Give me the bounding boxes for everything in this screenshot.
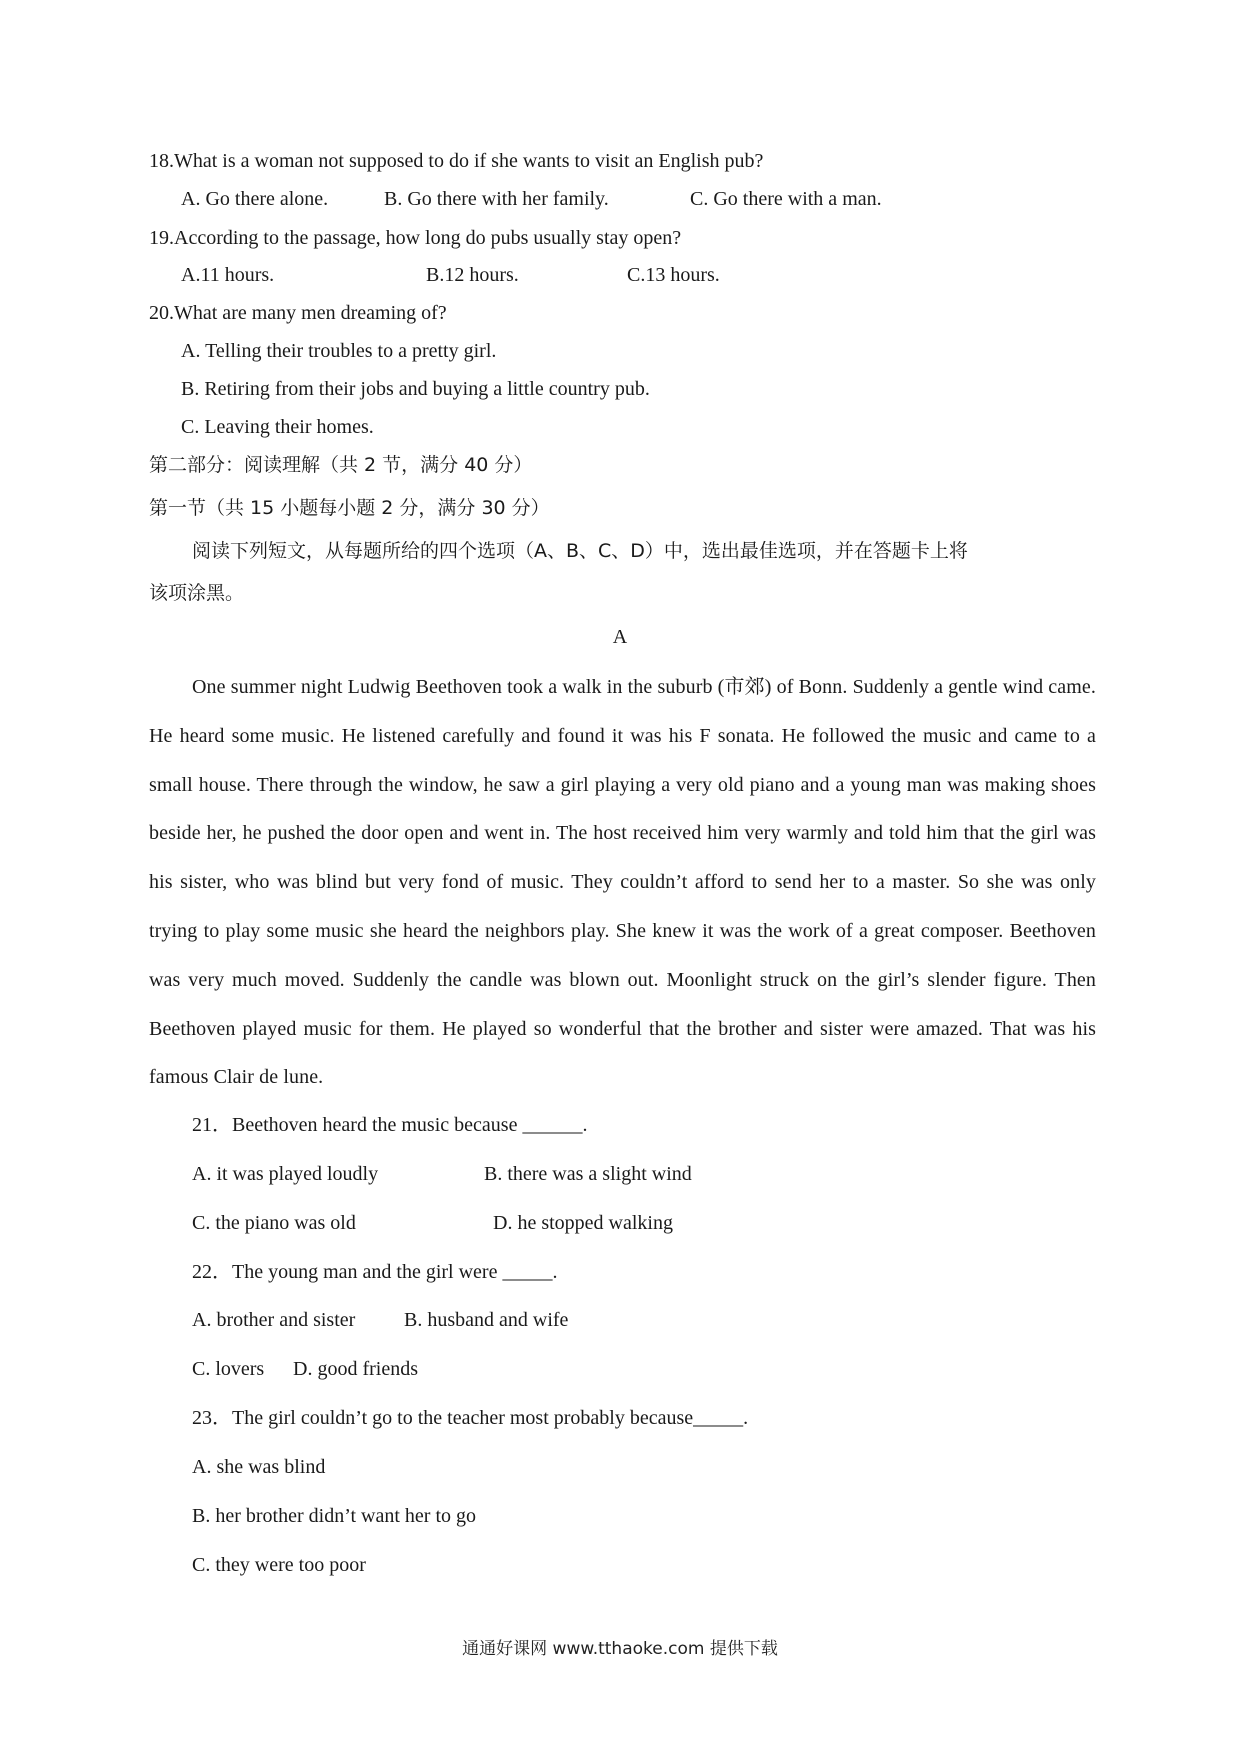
q19-option-b: B.12 hours. (426, 264, 519, 286)
q19-option-a: A.11 hours. (181, 264, 275, 286)
q22-option-b: B. husband and wife (404, 1309, 569, 1331)
q23-option-b: B. her brother didn’t want her to go (192, 1505, 477, 1527)
question-21: 21．Beethoven heard the music because ______. (192, 1114, 588, 1136)
instruction-line-2: 该项涂黑。 (149, 582, 245, 604)
question-20: 20.What are many men dreaming of? (149, 302, 447, 324)
q18-option-b: B. Go there with her family. (384, 188, 609, 210)
q20-option-c: C. Leaving their homes. (181, 416, 374, 438)
q18-option-c: C. Go there with a man. (690, 188, 882, 210)
q23-option-c: C. they were too poor (192, 1554, 366, 1576)
q21-option-b: B. there was a slight wind (484, 1163, 692, 1185)
passage-text: One summer night Ludwig Beethoven took a walk in the suburb (市郊) of Bonn. Suddenly a gentle wind came. He heard some music. He listened carefully and found it was his F sonata. He followed the music and came to a small house. There through the window, he saw a girl playing a very old piano and a young man was making shoes beside her, he pushed the door open and went in. The host received him very warmly and told him that the girl was his sister, who was blind but very fond of music. They couldn’t afford to send her to a master. So she was only trying to play some music she heard the neighbors play. She knew it was the work of a great composer. Beethoven was very much moved. Suddenly the candle was blown out. Moonlight struck on the girl’s slender figure. Then Beethoven played music for them. He played so wonderful that the brother and sister were amazed. That was his famous Clair de lune. (149, 676, 1096, 1089)
q19-option-c: C.13 hours. (627, 264, 720, 286)
q22-option-d: D. good friends (293, 1358, 418, 1380)
q21-option-c: C. the piano was old (192, 1212, 356, 1234)
footer-source: 通通好课网 www.tthaoke.com 提供下载 (462, 1639, 778, 1659)
q21-option-a: A. it was played loudly (192, 1163, 379, 1185)
q22-option-c: C. lovers (192, 1358, 265, 1380)
q21-option-d: D. he stopped walking (493, 1212, 673, 1234)
q23-option-a: A. she was blind (192, 1456, 326, 1478)
question-18: 18.What is a woman not supposed to do if she wants to visit an English pub? (149, 150, 764, 172)
q20-option-b: B. Retiring from their jobs and buying a little country pub. (181, 378, 650, 400)
q22-option-a: A. brother and sister (192, 1309, 356, 1331)
passage-label: A (612, 626, 628, 648)
part2-heading: 第二部分：阅读理解（共 2 节，满分 40 分） (149, 454, 533, 476)
question-22: 22．The young man and the girl were _____. (192, 1261, 558, 1283)
instruction-line-1: 阅读下列短文，从每题所给的四个选项（A、B、C、D）中，选出最佳选项，并在答题卡上将 (192, 540, 968, 562)
q20-option-a: A. Telling their troubles to a pretty girl. (181, 340, 497, 362)
question-19: 19.According to the passage, how long do pubs usually stay open? (149, 227, 682, 249)
section1-heading: 第一节（共 15 小题每小题 2 分，满分 30 分） (149, 497, 550, 519)
question-23: 23．The girl couldn’t go to the teacher most probably because_____. (192, 1407, 749, 1429)
q18-option-a: A. Go there alone. (181, 188, 329, 210)
